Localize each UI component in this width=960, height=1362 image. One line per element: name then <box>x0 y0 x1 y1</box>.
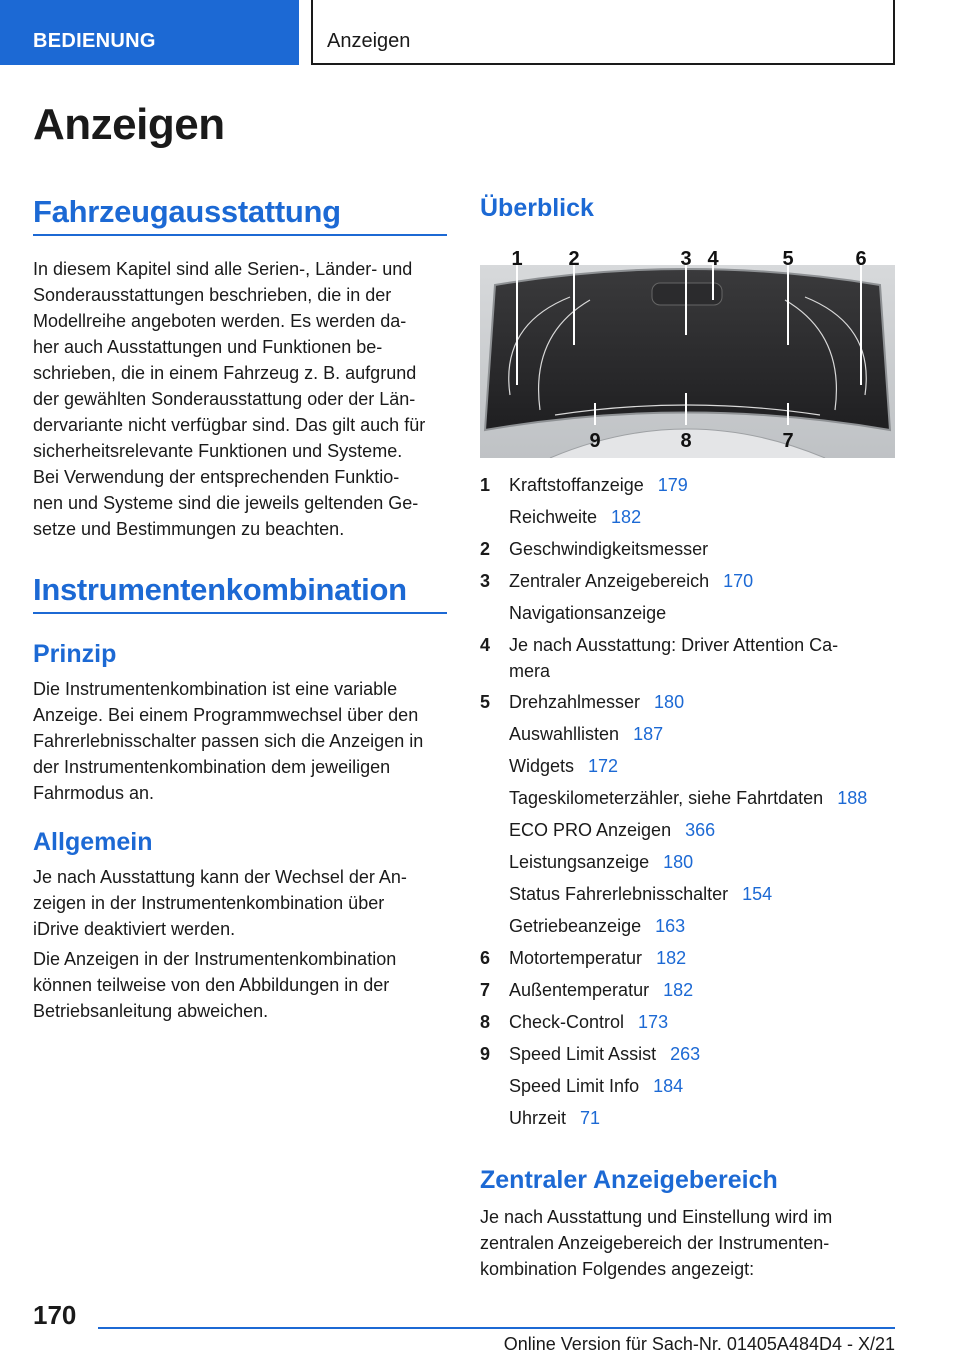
legend-item-text <box>509 785 900 815</box>
text-line: Je nach Ausstattung kann der Wechsel der An- <box>33 867 407 887</box>
legend-item <box>480 630 900 687</box>
legend-item-label: Speed Limit Info <box>509 1076 640 1096</box>
text-line: zeigen in der Instrumentenkombination über <box>33 893 385 913</box>
text-allgemein-1 <box>33 864 447 942</box>
legend-item-text <box>509 977 900 1007</box>
text-line: In diesem Kapitel sind alle Serien-, Länder- und <box>33 259 413 279</box>
legend-item <box>480 847 900 879</box>
text-line: der Instrumentenkombination dem jeweiligen <box>33 757 391 777</box>
text-line: Bei Verwendung der entsprechenden Funktio- <box>33 467 400 487</box>
legend-item-label: Uhrzeit <box>509 1108 567 1128</box>
legend-item-number: 3 <box>480 571 491 591</box>
legend-item <box>480 1007 900 1039</box>
text-line: Die Anzeigen in der Instrumentenkombination <box>33 949 397 969</box>
legend-item <box>480 687 900 719</box>
page-reference-link[interactable]: 180 <box>663 852 694 872</box>
legend-item-number <box>480 1073 509 1103</box>
text-line: Fahrmodus an. <box>33 783 155 803</box>
text-line: Je nach Ausstattung und Einstellung wird im <box>480 1207 833 1227</box>
legend-item-text <box>509 721 900 751</box>
legend-item-number: 6 <box>480 948 491 968</box>
legend-item-label: Motortemperatur <box>509 948 643 968</box>
header-section-tab: BEDIENUNG <box>0 0 299 65</box>
page-reference-link[interactable]: 180 <box>654 692 685 712</box>
legend-item-text <box>509 600 900 630</box>
legend-item-number: 5 <box>480 692 491 712</box>
figure-label-1: 1 <box>511 248 523 270</box>
text-line: setze und Bestimmungen zu beachten. <box>33 519 345 539</box>
legend-item-number <box>480 913 509 943</box>
legend-item-number <box>480 817 509 847</box>
legend-item-text <box>509 472 900 502</box>
legend-item-text <box>509 1073 900 1103</box>
legend-item <box>480 502 900 534</box>
legend-item-label: Außentemperatur <box>509 980 650 1000</box>
legend-list <box>480 470 900 1135</box>
legend-item-label: Drehzahlmesser <box>509 692 641 712</box>
figure-label-4: 4 <box>707 248 719 270</box>
figure-label-3: 3 <box>680 248 692 270</box>
legend-item <box>480 943 900 975</box>
page-reference-link[interactable]: 182 <box>656 948 687 968</box>
text-line: her auch Ausstattungen und Funktionen be- <box>33 337 383 357</box>
legend-item-text <box>509 945 900 975</box>
text-allgemein-2 <box>33 946 447 1024</box>
legend-item-label: Auswahllisten <box>509 724 620 744</box>
page-reference-link[interactable]: 154 <box>742 884 773 904</box>
legend-item-label: Tageskilometerzähler, siehe Fahrtdaten <box>509 788 824 808</box>
legend-item-number <box>480 753 509 783</box>
legend-item-label: Kraftstoffanzeige <box>509 475 644 495</box>
legend-item-text <box>509 881 900 911</box>
text-line: Sonderausstattungen beschrieben, die in der <box>33 285 392 305</box>
figure-label-2: 2 <box>568 248 580 270</box>
legend-item-number: 2 <box>480 539 491 559</box>
text-line: zentralen Anzeigebereich der Instrumenten- <box>480 1233 830 1253</box>
legend-item-label: Getriebeanzeige <box>509 916 642 936</box>
instrument-cluster-figure <box>480 245 895 458</box>
legend-item-label: Zentraler Anzeigebereich <box>509 571 710 591</box>
legend-item-text <box>509 1009 900 1039</box>
legend-item <box>480 911 900 943</box>
legend-item <box>480 975 900 1007</box>
footer-divider <box>98 1327 895 1329</box>
page-reference-link[interactable]: 187 <box>633 724 664 744</box>
legend-item <box>480 719 900 751</box>
legend-item-label: Speed Limit Assist <box>509 1044 657 1064</box>
heading-allgemein: Allgemein <box>33 828 153 856</box>
page-reference-link[interactable]: 188 <box>837 788 868 808</box>
figure-label-6: 6 <box>855 248 867 270</box>
text-line: der gewählten Sonderausstattung oder der Län- <box>33 389 416 409</box>
page-reference-link[interactable]: 170 <box>723 571 754 591</box>
figure-label-9: 9 <box>589 430 601 452</box>
legend-item <box>480 598 900 630</box>
legend-item-text <box>509 689 900 719</box>
legend-item-text <box>509 504 900 534</box>
text-line: Modellreihe angeboten werden. Es werden da- <box>33 311 407 331</box>
legend-item-number <box>480 1105 509 1135</box>
legend-item <box>480 751 900 783</box>
heading-instrumentenkombination: Instrumentenkombination <box>33 572 447 614</box>
legend-item-number: 7 <box>480 980 491 1000</box>
text-line: können teilweise von den Abbildungen in der <box>33 975 390 995</box>
text-zentraler-anzeigebereich <box>480 1204 900 1282</box>
legend-item-label: Geschwindigkeitsmesser <box>509 539 709 559</box>
page-title: Anzeigen <box>33 100 225 149</box>
page-reference-link[interactable]: 182 <box>611 507 642 527</box>
legend-item-label: Status Fahrerlebnisschalter <box>509 884 729 904</box>
text-fahrzeugausstattung <box>33 256 447 542</box>
footer-version-text: Online Version für Sach-Nr. 01405A484D4 - X/21 <box>503 1334 895 1354</box>
heading-zentraler-anzeigebereich: Zentraler Anzeigebereich <box>480 1166 778 1194</box>
text-line: Fahrerlebnisschalter passen sich die Anzeigen in <box>33 731 424 751</box>
page-reference-link[interactable]: 173 <box>638 1012 669 1032</box>
legend-item-text <box>509 913 900 943</box>
text-line: Die Instrumentenkombination ist eine variable <box>33 679 398 699</box>
legend-item-number <box>480 504 509 534</box>
legend-item-number <box>480 600 509 630</box>
legend-item <box>480 815 900 847</box>
heading-ueberblick: Überblick <box>480 194 594 222</box>
legend-item-text <box>509 753 900 783</box>
legend-item-text <box>509 1105 900 1135</box>
instrument-cluster-illustration <box>480 245 895 458</box>
legend-item-number <box>480 785 509 815</box>
text-line: nen und Systeme sind die jeweils geltenden Ge- <box>33 493 419 513</box>
legend-item-label: Check-Control <box>509 1012 625 1032</box>
legend-item-number: 4 <box>480 635 491 655</box>
legend-item-text <box>509 568 900 598</box>
figure-label-7: 7 <box>782 430 794 452</box>
legend-item-number <box>480 849 509 879</box>
legend-item <box>480 879 900 911</box>
legend-item-label-continued: mera <box>509 661 551 681</box>
legend-item <box>480 1103 900 1135</box>
legend-item-label: Je nach Ausstattung: Driver Attention Ca- <box>509 635 839 655</box>
legend-item <box>480 470 900 502</box>
page-reference-link[interactable]: 172 <box>588 756 619 776</box>
page-reference-link[interactable]: 71 <box>580 1108 601 1128</box>
figure-label-5: 5 <box>782 248 794 270</box>
text-line: schrieben, die in einem Fahrzeug z. B. aufgrund <box>33 363 417 383</box>
page-reference-link[interactable]: 163 <box>655 916 686 936</box>
legend-item-number: 8 <box>480 1012 491 1032</box>
text-line: Anzeige. Bei einem Programmwechsel über den <box>33 705 419 725</box>
legend-item <box>480 783 900 815</box>
page-reference-link[interactable]: 366 <box>685 820 716 840</box>
page-reference-link[interactable]: 184 <box>653 1076 684 1096</box>
legend-item <box>480 566 900 598</box>
legend-item-label: Navigationsanzeige <box>509 603 667 623</box>
text-line: sicherheitsrelevante Funktionen und Systeme. <box>33 441 403 461</box>
text-line: kombination Folgendes angezeigt: <box>480 1259 755 1279</box>
legend-item-label: Leistungsanzeige <box>509 852 650 872</box>
text-line: iDrive deaktiviert werden. <box>33 919 236 939</box>
legend-item-text <box>509 536 900 566</box>
legend-item-number: 1 <box>480 475 491 495</box>
text-line: Betriebsanleitung abweichen. <box>33 1001 269 1021</box>
page-reference-link[interactable]: 182 <box>663 980 694 1000</box>
legend-item-label: Widgets <box>509 756 575 776</box>
legend-item-number: 9 <box>480 1044 491 1064</box>
legend-item-text <box>509 849 900 879</box>
text-prinzip <box>33 676 447 806</box>
legend-item <box>480 1039 900 1071</box>
text-line: dervariante nicht verfügbar sind. Das gilt auch für <box>33 415 426 435</box>
legend-item <box>480 1071 900 1103</box>
page-reference-link[interactable]: 179 <box>657 475 688 495</box>
legend-item-text <box>509 1041 900 1071</box>
legend-item-label: ECO PRO Anzeigen <box>509 820 672 840</box>
header-topic: Anzeigen <box>311 0 895 65</box>
legend-item-number <box>480 881 509 911</box>
legend-item-number <box>480 721 509 751</box>
legend-item <box>480 534 900 566</box>
legend-item-text <box>509 817 900 847</box>
heading-fahrzeugausstattung: Fahrzeugausstattung <box>33 194 447 236</box>
heading-prinzip: Prinzip <box>33 640 117 668</box>
page-number: 170 <box>33 1300 77 1330</box>
figure-label-8: 8 <box>680 430 692 452</box>
legend-item-label: Reichweite <box>509 507 598 527</box>
page-reference-link[interactable]: 263 <box>670 1044 701 1064</box>
legend-item-text <box>509 632 900 687</box>
